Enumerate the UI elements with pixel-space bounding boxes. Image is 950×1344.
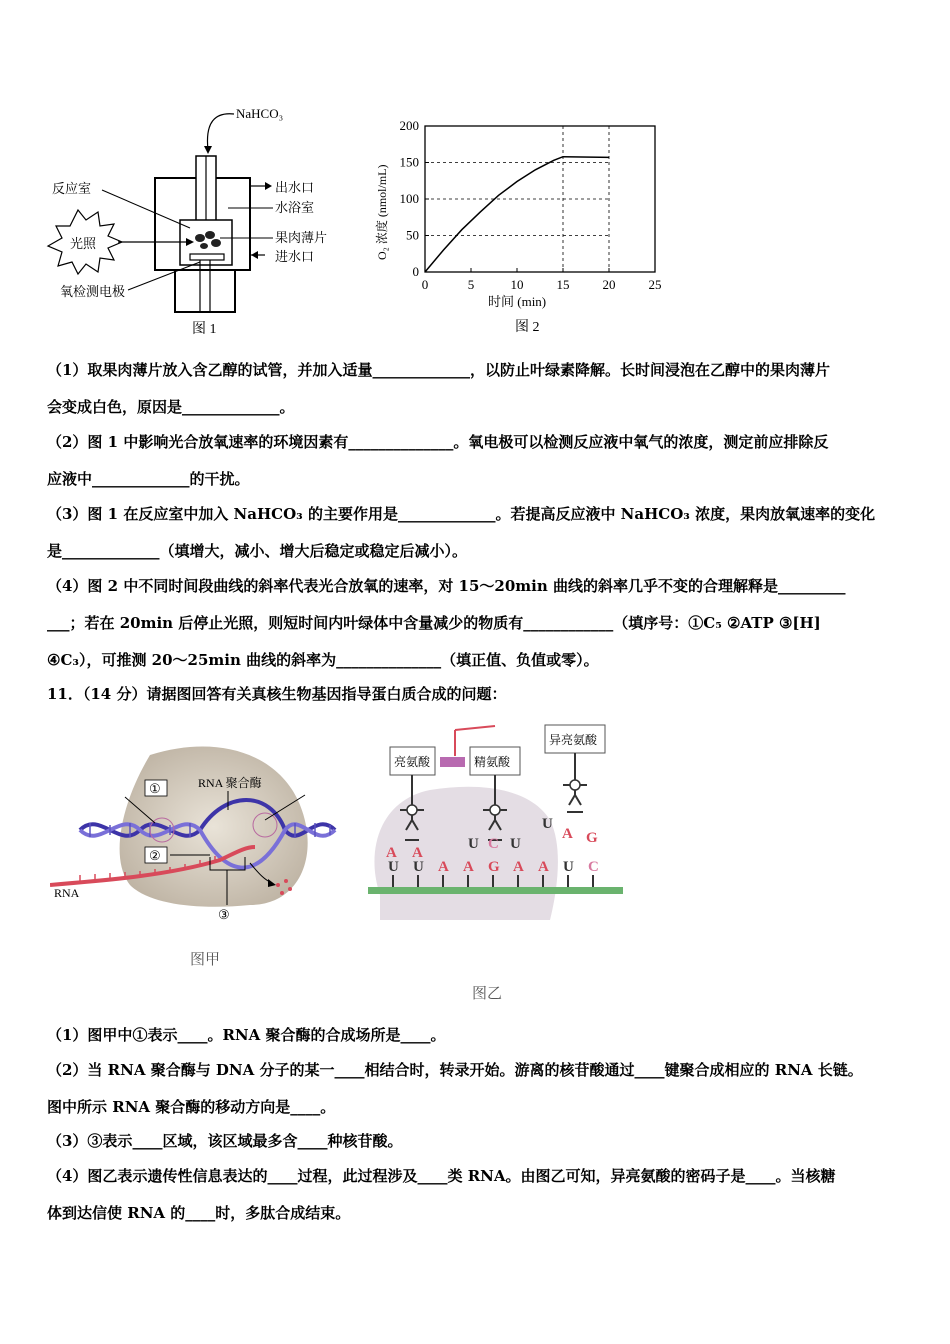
blank[interactable]: ____	[400, 1026, 431, 1044]
fig1-nahco3-label: NaHCO₃	[236, 106, 284, 121]
anticodon-1-b: A	[412, 845, 423, 861]
fig1-water-in-label: 进水口	[275, 249, 315, 264]
q11-part-1: （1）图甲中①表示____。RNA 聚合酶的合成场所是____。	[47, 1026, 446, 1044]
q11-part-2: （2）当 RNA 聚合酶与 DNA 分子的某一____相结合时，转录开始。游离的核苷酸通过____键聚合成相应的 RNA 长链。 图中所示 RNA 聚合酶的移动方向是____。	[47, 1061, 863, 1116]
nahco3-arrow	[207, 114, 234, 150]
ribosome	[374, 787, 557, 920]
blank[interactable]: ____	[290, 1098, 321, 1116]
anticodon-3-a: U	[542, 816, 553, 832]
blank[interactable]: _____________	[92, 470, 190, 488]
mrna-base: G	[488, 859, 500, 875]
anticodon-3-c: G	[586, 830, 598, 846]
y-tick-label: 200	[399, 118, 419, 133]
blank[interactable]: _________	[778, 577, 846, 595]
fig-b-caption: 图乙	[472, 986, 503, 1002]
y-tick-label: 150	[399, 154, 419, 170]
blank[interactable]: _____________	[372, 361, 470, 379]
q11-part-3: （3）③表示____区域，该区域最多含____种核苷酸。	[47, 1132, 403, 1150]
y-tick-label: 100	[399, 191, 419, 206]
mrna-base: A	[463, 859, 474, 875]
anticodon-2-b: C	[488, 836, 499, 852]
blank[interactable]: ____	[185, 1204, 216, 1222]
series-line-o2	[425, 157, 609, 272]
fig-a-label-3: ③	[218, 907, 230, 922]
fig2-xlabel: 时间 (min)	[488, 294, 547, 309]
blank[interactable]: ______________	[336, 651, 442, 669]
q11-title: 11．（14 分）请据图回答有关真核生物基因指导蛋白质合成的问题：	[47, 685, 507, 703]
anticodon-1-a: A	[386, 845, 397, 861]
peptide-bond	[440, 757, 465, 767]
blank[interactable]: ____	[297, 1132, 328, 1150]
blank[interactable]: _____________	[62, 542, 160, 560]
q11-part-4: （4）图乙表示遗传性信息表达的____过程，此过程涉及____类 RNA。由图乙可知，异亮氨酸的密码子是____。当核糖 体到达信使 RNA 的____时，多肽合成结束。	[47, 1167, 836, 1222]
fig2-ylabel: O₂ 浓度 (nmol/mL)	[375, 164, 389, 260]
blank[interactable]: ____	[634, 1061, 665, 1079]
y-tick-label: 0	[412, 264, 419, 279]
amino-acid-3: 异亮氨酸	[549, 733, 598, 747]
blank[interactable]: ______________	[348, 433, 454, 451]
blank[interactable]: ____	[267, 1167, 298, 1185]
blank[interactable]: ____	[745, 1167, 776, 1185]
fig-a-label-2: ②	[149, 848, 161, 863]
blank[interactable]: ____	[177, 1026, 208, 1044]
mrna-base: U	[563, 859, 574, 875]
fig1-fruit-slice-label: 果肉薄片	[275, 230, 328, 245]
blank[interactable]: _____________	[182, 398, 280, 416]
fig1-water-bath-label: 水浴室	[275, 200, 315, 215]
anticodon-2-c: U	[510, 836, 521, 852]
q10-part-4: （4）图 2 中不同时间段曲线的斜率代表光合放氧的速率，对 15～20min 曲线的斜率几乎不变的合理解释是_________ ___；若在 20min 后停止光照，则短时间内叶绿体中含量减少的物质有____________（填序号：①C₅ ②ATP ③[H] ④C₃），可推测 20～25min 曲线的斜率为______________（填正值、负值或零）。	[47, 577, 846, 669]
fig1-reaction-chamber-label: 反应室	[52, 181, 92, 196]
figure-1-apparatus	[40, 100, 360, 340]
anticodon-2-a: U	[468, 836, 479, 852]
x-tick-label: 15	[556, 277, 570, 292]
x-tick-label: 0	[421, 277, 429, 292]
fig2-caption: 图 2	[515, 320, 540, 335]
q10-part-2: （2）图 1 中影响光合放氧速率的环境因素有______________。氧电极可以检测反应液中氧气的浓度，测定前应排除反 应液中_____________的干扰。	[47, 433, 829, 488]
figure-2-chart	[370, 110, 670, 340]
mrna-strand	[368, 887, 623, 894]
x-tick-label: 20	[602, 277, 616, 292]
blank[interactable]: ____________	[523, 614, 614, 632]
fig-a-caption: 图甲	[190, 952, 221, 968]
fig-a-rna-label: RNA	[54, 886, 80, 900]
fig1-electrode-label: 氧检测电极	[60, 284, 126, 299]
fig1-caption: 图 1	[192, 322, 217, 337]
amino-acid-2: 精氨酸	[474, 755, 511, 769]
q10-part-3: （3）图 1 在反应室中加入 NaHCO₃ 的主要作用是_____________。若提高反应液中 NaHCO₃ 浓度，果肉放氧速率的变化 是_____________（填增大，减小、增大后稳定或稳定后减小）。	[47, 505, 876, 560]
fig-a-label-1: ①	[149, 781, 161, 796]
mrna-base: U	[413, 859, 424, 875]
mrna-base: A	[438, 859, 449, 875]
y-tick-label: 50	[406, 227, 419, 243]
fig1-light-label: 光照	[70, 236, 97, 251]
blank[interactable]: _____________	[397, 505, 496, 523]
blank[interactable]: ____	[132, 1132, 163, 1150]
x-tick-label: 25	[648, 277, 662, 292]
x-tick-label: 10	[510, 277, 524, 292]
anticodon-3-b: A	[562, 826, 573, 842]
electrode-base	[175, 270, 235, 312]
fig-a-rna-polymerase-label: RNA 聚合酶	[198, 776, 262, 790]
x-tick-label: 5	[467, 277, 475, 292]
figure-b-translation	[360, 710, 640, 1010]
mrna-base: U	[388, 859, 399, 875]
amino-acid-1: 亮氨酸	[394, 755, 431, 769]
q10-part-1: （1）取果肉薄片放入含乙醇的试管，并加入适量_____________，以防止叶绿素降解。长时间浸泡在乙醇中的果肉薄片 会变成白色，原因是_____________。	[47, 361, 830, 416]
mrna-base: A	[513, 859, 524, 875]
blank[interactable]: ____	[334, 1061, 365, 1079]
fig1-water-out-label: 出水口	[275, 180, 315, 195]
mrna-base: A	[538, 859, 549, 875]
blank[interactable]: ____	[417, 1167, 448, 1185]
blank[interactable]: ___	[47, 614, 70, 632]
figure-a-transcription	[50, 735, 350, 975]
mrna-base: C	[588, 859, 599, 875]
